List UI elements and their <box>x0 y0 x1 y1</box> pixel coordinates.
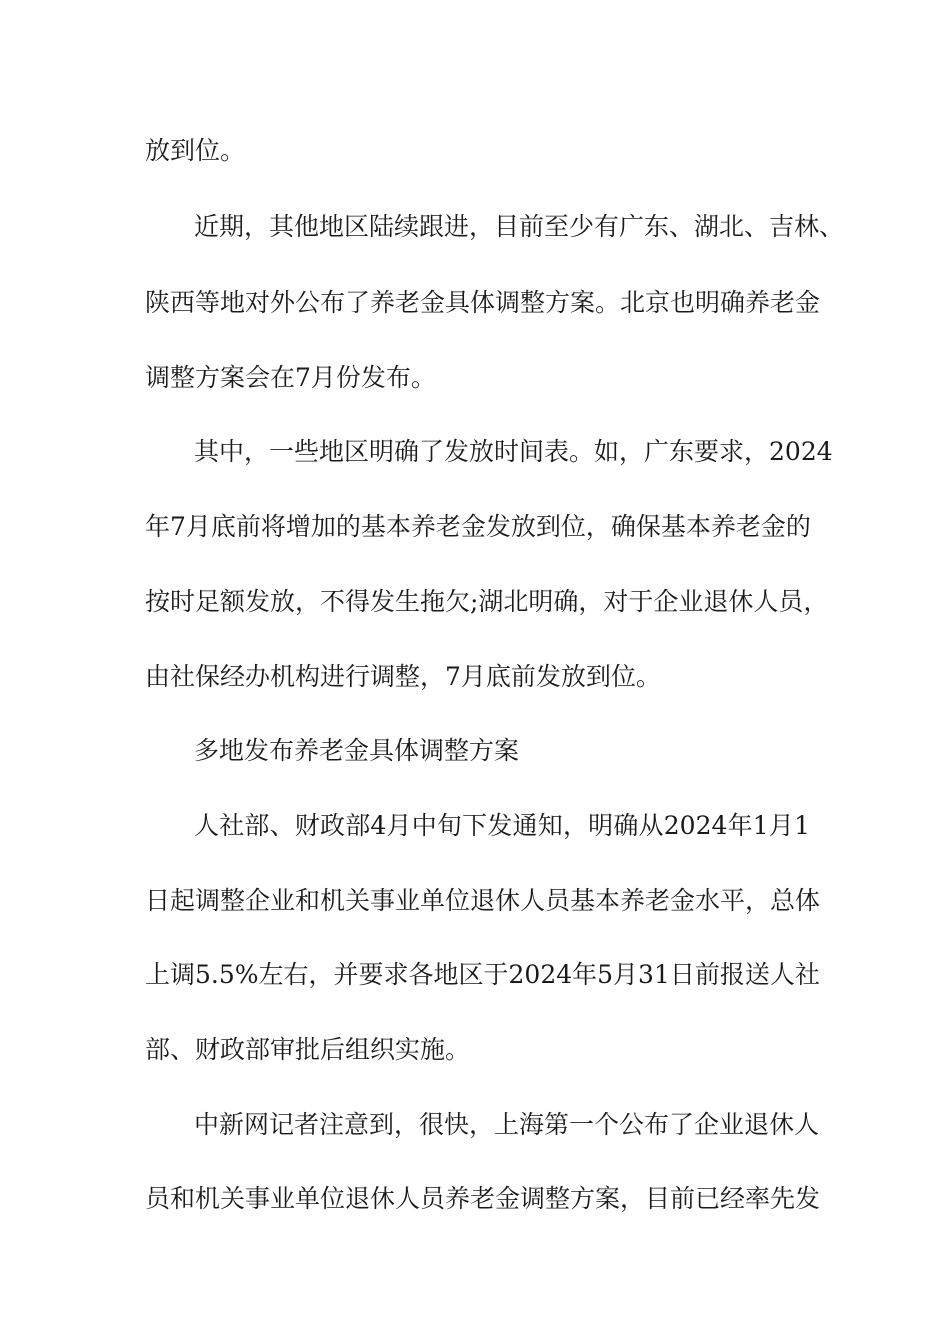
paragraph-line: 人社部、财政部4月中旬下发通知，明确从2024年1月1 <box>194 811 810 840</box>
paragraph-line: 中新网记者注意到，很快，上海第一个公布了企业退休人 <box>194 1110 820 1139</box>
paragraph-line: 上调5.5%左右，并要求各地区于2024年5月31日前报送人社 <box>145 960 820 989</box>
paragraph-line: 近期，其他地区陆续跟进，目前至少有广东、湖北、吉林、 <box>194 212 845 241</box>
paragraph-line: 按时足额发放，不得发生拖欠;湖北明确，对于企业退休人员， <box>145 587 829 616</box>
paragraph-line: 部、财政部审批后组织实施。 <box>145 1035 471 1064</box>
section-heading: 多地发布养老金具体调整方案 <box>194 736 520 765</box>
paragraph-line: 员和机关事业单位退休人员养老金调整方案，目前已经率先发 <box>145 1184 821 1213</box>
paragraph-line: 年7月底前将增加的基本养老金发放到位，确保基本养老金的 <box>145 512 811 541</box>
paragraph-line: 调整方案会在7月份发布。 <box>145 363 436 392</box>
paragraph-continuation-line: 放到位。 <box>145 136 246 165</box>
paragraph-line: 其中，一些地区明确了发放时间表。如，广东要求，2024 <box>194 437 833 466</box>
paragraph-line: 日起调整企业和机关事业单位退休人员基本养老金水平，总体 <box>145 886 821 915</box>
paragraph-line: 由社保经办机构进行调整，7月底前发放到位。 <box>145 662 661 691</box>
paragraph-line: 陕西等地对外公布了养老金具体调整方案。北京也明确养老金 <box>145 288 821 317</box>
